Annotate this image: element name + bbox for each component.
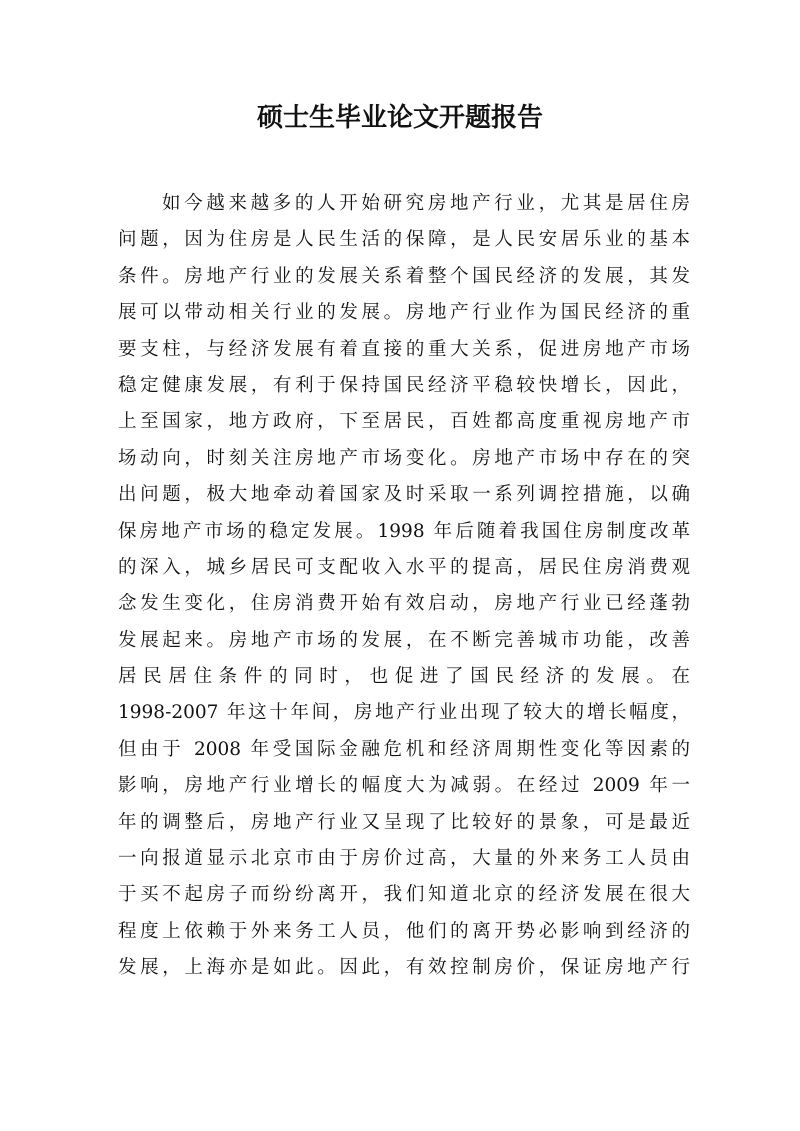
paragraph-line: 上至国家，地方政府，下至居民，百姓都高度重视房地产市 bbox=[118, 411, 690, 433]
paragraph-line: 保房地产市场的稳定发展。1998 年后随着我国住房制度改革 bbox=[118, 520, 690, 542]
paragraph-line: 一向报道显示北京市由于房价过高，大量的外来务工人员由 bbox=[118, 848, 690, 870]
paragraph-line: 但由于 2008 年受国际金融危机和经济周期性变化等因素的 bbox=[118, 738, 690, 760]
paragraph-line: 念发生变化，住房消费开始有效启动，房地产行业已经蓬勃 bbox=[118, 593, 690, 615]
paragraph-line: 发展起来。房地产市场的发展，在不断完善城市功能，改善 bbox=[118, 629, 690, 651]
paragraph-line: 于买不起房子而纷纷离开，我们知道北京的经济发展在很大 bbox=[118, 884, 690, 906]
paragraph-line: 展可以带动相关行业的发展。房地产行业作为国民经济的重 bbox=[118, 302, 690, 324]
paragraph-line: 年的调整后，房地产行业又呈现了比较好的景象，可是最近 bbox=[118, 811, 690, 833]
paragraph-line: 要支柱，与经济发展有着直接的重大关系，促进房地产市场 bbox=[118, 338, 690, 360]
paragraph-line: 场动向，时刻关注房地产市场变化。房地产市场中存在的突 bbox=[118, 447, 690, 469]
paragraph-line: 的深入，城乡居民可支配收入水平的提高，居民住房消费观 bbox=[118, 556, 690, 578]
body-paragraph bbox=[118, 186, 690, 987]
paragraph-line: 影响，房地产行业增长的幅度大为减弱。在经过 2009 年一 bbox=[118, 775, 690, 797]
paragraph-line: 出问题，极大地牵动着国家及时采取一系列调控措施，以确 bbox=[118, 484, 690, 506]
paragraph-line: 条件。房地产行业的发展关系着整个国民经济的发展，其发 bbox=[118, 265, 690, 287]
document-title: 硕士生毕业论文开题报告 bbox=[256, 103, 543, 133]
paragraph-line: 居民居住条件的同时，也促进了国民经济的发展。在 bbox=[118, 666, 690, 688]
paragraph-line: 发展，上海亦是如此。因此，有效控制房价，保证房地产行 bbox=[118, 957, 690, 979]
paragraph-line: 1998-2007 年这十年间，房地产行业出现了较大的增长幅度， bbox=[118, 702, 690, 724]
paragraph-line: 如今越来越多的人开始研究房地产行业，尤其是居住房 bbox=[162, 193, 690, 214]
paragraph-line: 程度上依赖于外来务工人员，他们的离开势必影响到经济的 bbox=[118, 920, 690, 942]
paragraph-line: 稳定健康发展，有利于保持国民经济平稳较快增长，因此， bbox=[118, 374, 690, 396]
paragraph-line: 问题，因为住房是人民生活的保障，是人民安居乐业的基本 bbox=[118, 229, 690, 251]
